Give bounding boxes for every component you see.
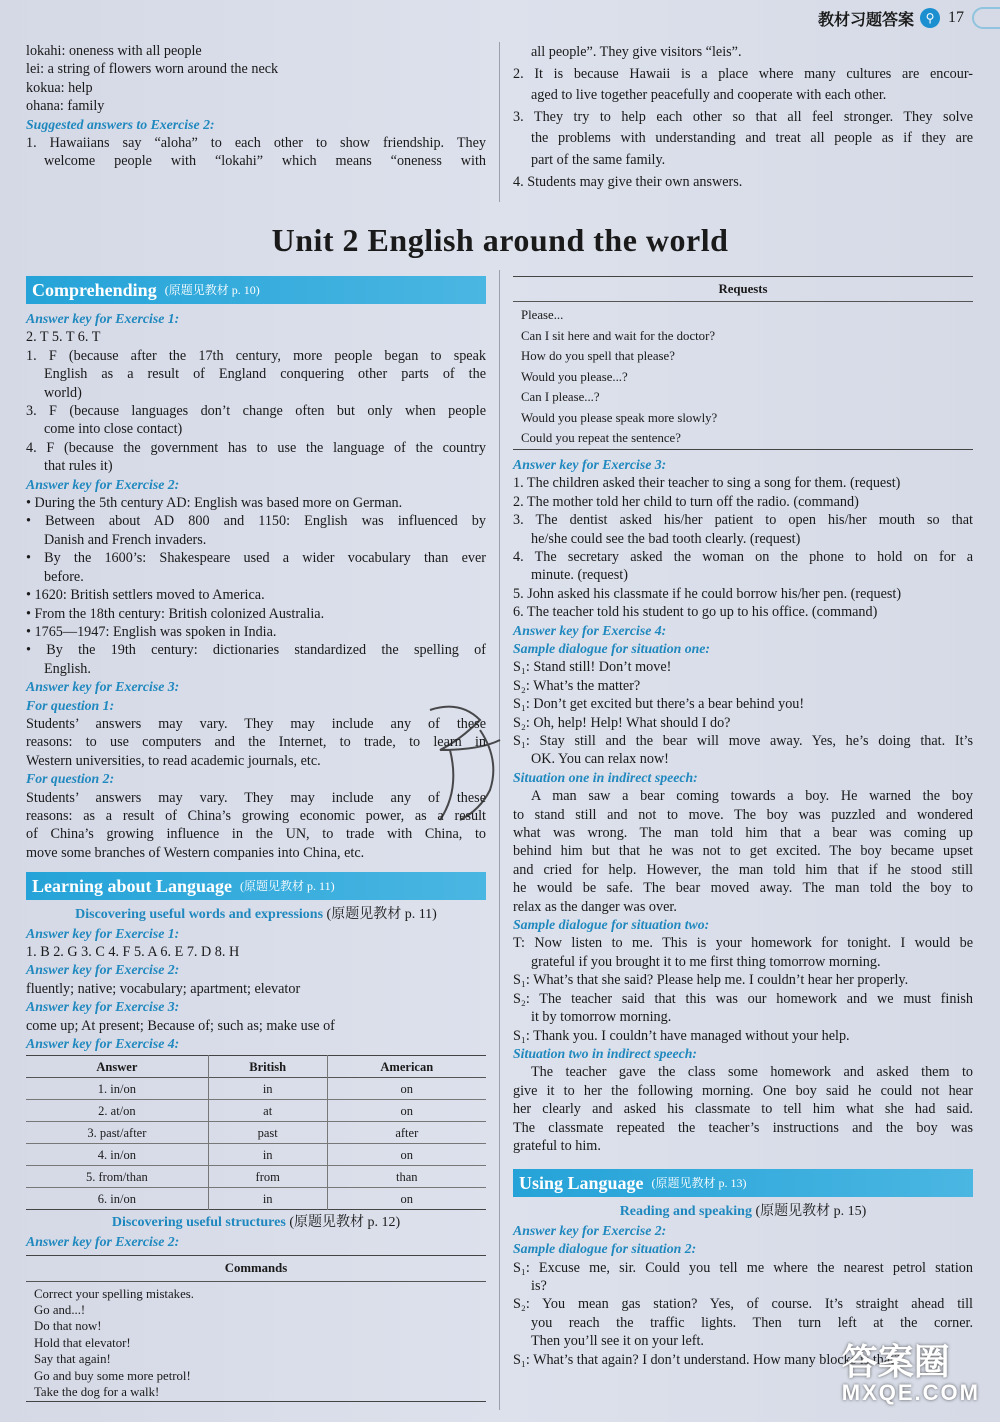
text-line: • 1620: British settlers moved to America.: [26, 587, 265, 604]
text-line: English as a result of England conquering other parts of the: [44, 366, 486, 383]
text-line: S₁: What’s that she said? Please help me. I couldn’t hear her properly.: [513, 972, 909, 989]
decorative-arc-icon: [972, 7, 1000, 29]
question-heading: For question 2:: [26, 771, 115, 787]
answer-heading: Answer key for Exercise 4:: [26, 1036, 180, 1052]
table-row: [26, 1144, 486, 1166]
text-line: grateful to him.: [513, 1137, 601, 1154]
subsection-ref: (原题见教材 p. 12): [289, 1215, 401, 1231]
right-ex3: [513, 474, 973, 621]
watermark-url: MXQE.COM: [841, 1380, 980, 1405]
british-american-table: [26, 1055, 486, 1210]
list-item: Can I sit here and wait for the doctor?: [521, 328, 716, 343]
dialogue-heading: Sample dialogue for situation 2:: [513, 1241, 697, 1257]
text-line: The teacher gave the class some homework and asked them to: [531, 1064, 973, 1081]
list-item: How do you spell that please?: [521, 349, 675, 364]
text-line: move some branches of Western companies into China, etc.: [26, 844, 365, 861]
answer-heading: Answer key for Exercise 2:: [513, 1222, 667, 1238]
list-item: Hold that elevator!: [34, 1335, 131, 1350]
text-line: S₂: What’s the matter?: [513, 677, 641, 694]
subsection-label: Discovering useful words and expressions: [75, 907, 324, 923]
indirect-one: [513, 787, 973, 916]
section-title: Learning about Language: [32, 875, 233, 896]
text-line: relax as the danger was over.: [513, 898, 677, 915]
answer-heading: Answer key for Exercise 1:: [26, 311, 180, 326]
text-line: S₁: What’s that again? I don’t understand. How many blocks is that?: [513, 1351, 901, 1368]
subsection-label: Discovering useful structures: [111, 1215, 286, 1231]
text-line: S₁: Thank you. I couldn’t have managed without your help.: [513, 1027, 850, 1044]
text-line: 2. The mother told her child to turn off the radio. (command): [513, 493, 859, 510]
dialogue-heading: Sample dialogue for situation one:: [513, 640, 711, 656]
table-cell: on: [400, 1103, 414, 1118]
comp-ex2: [26, 494, 486, 678]
text-line: lokahi: oneness with all people: [26, 43, 202, 59]
table-cell: 5. from/than: [26, 1166, 208, 1188]
text-line: and cried for help. However, the man told him that if he stood still: [513, 861, 973, 878]
text-line: lei: a string of flowers worn around the neck: [26, 61, 279, 78]
indirect-two: [513, 1063, 973, 1155]
table-cell: on: [400, 1147, 414, 1162]
section-bar-comprehending: [26, 276, 486, 304]
answer-line: come up; At present; Because of; such as; make use of: [26, 1017, 335, 1034]
answer-heading: Answer key for Exercise 3:: [26, 999, 180, 1015]
subsection-title: [26, 1214, 486, 1232]
answer-heading: Answer key for Exercise 3:: [26, 679, 180, 695]
text-line: 3. The dentist asked his/her patient to open his/her mouth so that: [513, 512, 973, 529]
list-item: Correct your spelling mistakes.: [34, 1286, 194, 1301]
text-line: • 1765—1947: English was spoken in India.: [26, 623, 277, 640]
section-bar-learning-language: [26, 872, 486, 900]
text-line: Western universities, to read academic journals, etc.: [26, 752, 321, 769]
text-line: T: Now listen to me. This is your homework for tonight. I would be: [513, 935, 973, 952]
requests-box: [513, 276, 973, 450]
answer-line: 1. Hawaiians say “aloha” to each other to show friendship. They: [26, 135, 486, 152]
text-line: 6. The teacher told his student to go up to his office. (command): [513, 604, 878, 621]
text-line: Then you’ll see it on your left.: [531, 1333, 704, 1350]
question-heading: For question 1:: [26, 697, 115, 713]
dialogue-one: [513, 658, 973, 768]
text-line: give it to her the following morning. One boy said he could not hear: [513, 1082, 973, 1099]
text-line: the problems with understanding and treat all people as if they are: [531, 130, 973, 147]
text-line: that rules it): [44, 458, 113, 475]
left-column: [26, 272, 486, 1402]
list-item: Would you please speak more slowly?: [521, 410, 718, 425]
commands-box: [26, 1255, 486, 1401]
answer-heading: Answer key for Exercise 2:: [26, 962, 180, 978]
text-line: grateful if you brought it to me first thing tomorrow morning.: [531, 953, 881, 970]
requests-title: Requests: [513, 277, 973, 302]
dialogue-two: [513, 934, 973, 1044]
comp-q2: [26, 789, 486, 863]
text-line: S₁: Stand still! Don’t move!: [513, 659, 672, 676]
text-line: • By the 19th century: dictionaries standardized the spelling of: [26, 642, 486, 659]
table-cell: 2. at/on: [26, 1100, 208, 1122]
table-cell: 1. in/on: [26, 1078, 208, 1100]
table-cell: than: [396, 1169, 418, 1184]
watermark-text: 答案圈: [841, 1341, 950, 1382]
text-line: Students’ answers may vary. They may include any of these: [26, 715, 486, 732]
top-left-block: [26, 42, 486, 171]
text-line: to stand still and not to move. The boy was puzzled and wondered: [513, 806, 973, 823]
text-line: reasons: as a result of China’s growing economic power, as a result: [26, 807, 486, 824]
text-line: S₂: You mean gas station? Yes, of course. It’s straight ahead till: [513, 1296, 973, 1313]
answer-heading: Answer key for Exercise 4:: [513, 622, 667, 638]
list-item: Take the dog for a walk!: [34, 1385, 160, 1400]
table-cell: in: [208, 1078, 327, 1100]
text-line: of China’s growing influence in the UN, to trade with China, to: [26, 826, 486, 843]
text-line: • By the 1600’s: Shakespeare used a wider vocabulary than ever: [26, 550, 486, 567]
text-line: 1. F (because after the 17th century, more people began to speak: [26, 347, 486, 364]
vocab-list: [26, 42, 486, 116]
list-item: Please...: [521, 308, 564, 323]
answer-heading: Answer key for Exercise 3:: [513, 456, 667, 472]
answer-heading: Answer key for Exercise 2:: [26, 476, 180, 492]
table-row: [26, 1078, 486, 1100]
text-line: all people”. They give visitors “leis”.: [531, 44, 742, 60]
list-item: Go and buy some more petrol!: [34, 1368, 191, 1383]
table-cell: in: [208, 1188, 327, 1210]
text-line: A man saw a bear coming towards a boy. He warned the boy: [531, 788, 973, 805]
column-header: Answer: [26, 1056, 208, 1078]
table-row: [26, 1122, 486, 1144]
text-line: 2. T 5. T 6. T: [26, 329, 101, 346]
text-line: 5. John asked his classmate if he could borrow his/her pen. (request): [513, 585, 902, 602]
text-line: her clearly and asked his classmate to tell him what she had said.: [513, 1101, 973, 1118]
text-line: OK. You can relax now!: [531, 751, 669, 768]
text-line: aged to live together peacefully and cooperate with each other.: [531, 87, 887, 104]
text-line: 3. F (because languages don’t change often but only when people: [26, 403, 486, 420]
dialogue-heading: Situation one in indirect speech:: [513, 769, 698, 785]
text-line: part of the same family.: [531, 151, 666, 168]
dialogue-heading: Sample dialogue for situation two:: [513, 917, 710, 933]
page-number: 17: [948, 9, 964, 26]
text-line: what was wrong. The man told him that a bear was coming up: [513, 825, 973, 842]
comp-ex1: [26, 328, 486, 475]
column-header: British: [208, 1056, 327, 1078]
column-divider: [499, 270, 500, 1410]
text-line: is?: [531, 1277, 547, 1294]
table-cell: in: [208, 1144, 327, 1166]
text-line: reasons: to use computers and the Internet, to trade, to learn in: [26, 734, 486, 751]
text-line: • From the 18th century: British colonized Australia.: [26, 605, 325, 622]
list-item: Say that again!: [34, 1352, 111, 1367]
commands-title: Commands: [26, 1256, 486, 1281]
subsection-title: [26, 906, 486, 924]
subsection-title: [513, 1203, 973, 1221]
text-line: S₂: The teacher said that this was our homework and we must finish: [513, 990, 973, 1007]
text-line: kokua: help: [26, 79, 93, 96]
subsection-ref: (原题见教材 p. 15): [755, 1204, 867, 1220]
text-line: 1. The children asked their teacher to sing a song for them. (request): [513, 475, 901, 492]
text-line: Students’ answers may vary. They may include any of these: [26, 789, 486, 806]
answer-line: 1. B 2. G 3. C 4. F 5. A 6. E 7. D 8. H: [26, 944, 240, 960]
table-cell: on: [400, 1081, 414, 1096]
text-line: The classmate repeated the teacher’s instructions and the boy was: [513, 1119, 973, 1136]
text-line: he would be safe. The bear moved away. The man told the boy to: [513, 880, 973, 897]
section-ref: (原题见教材 p. 10): [164, 282, 260, 297]
text-line: • During the 5th century AD: English was based more on German.: [26, 495, 403, 512]
table-row: [26, 1188, 486, 1210]
table-row: [26, 1166, 486, 1188]
table-cell: from: [208, 1166, 327, 1188]
subsection-ref: (原题见教材 p. 11): [326, 907, 437, 923]
text-line: Danish and French invaders.: [44, 531, 207, 548]
text-line: come into close contact): [44, 421, 183, 438]
table-cell: 4. in/on: [26, 1144, 208, 1166]
table-row: [26, 1100, 486, 1122]
text-line: 4. Students may give their own answers.: [513, 173, 743, 190]
top-right-block: [513, 42, 973, 193]
watermark-logo: [841, 1341, 980, 1406]
section-bar-using-language: [513, 1169, 973, 1197]
suggested-answers-heading: Suggested answers to Exercise 2:: [26, 116, 215, 132]
table-cell: past: [208, 1122, 327, 1144]
page-header: [818, 4, 1000, 32]
section-title: Comprehending: [32, 279, 157, 300]
text-line: he/she could see the bad tooth clearly. (request): [531, 530, 801, 547]
top-right-lines: [513, 42, 973, 193]
column-header: American: [380, 1059, 434, 1074]
table-cell: 6. in/on: [26, 1188, 208, 1210]
requests-list: [513, 302, 973, 449]
table-cell: 3. past/after: [26, 1122, 208, 1144]
table-body: [26, 1078, 486, 1210]
list-item: Go and...!: [34, 1303, 86, 1318]
subsection-label: Reading and speaking: [619, 1204, 752, 1220]
text-line: ohana: family: [26, 98, 105, 115]
text-line: English.: [44, 660, 91, 677]
table-cell: after: [395, 1125, 419, 1140]
text-line: 4. The secretary asked the woman on the phone to hold on for a: [513, 548, 973, 565]
text-line: 3. They try to help each other so that all feel stronger. They solve: [513, 108, 973, 125]
text-line: S₁: Don’t get excited but there’s a bear behind you!: [513, 696, 805, 713]
section-ref: (原题见教材 p. 11): [240, 878, 335, 893]
text-line: S₁: Excuse me, sir. Could you tell me where the nearest petrol station: [513, 1259, 973, 1276]
header-title: 教材习题答案: [817, 11, 914, 29]
text-line: you reach the traffic lights. Then turn left at the corner.: [531, 1314, 973, 1331]
answer-heading: Answer key for Exercise 1:: [26, 925, 180, 941]
text-line: before.: [44, 568, 84, 585]
text-line: • Between about AD 800 and 1150: English was influenced by: [26, 513, 486, 530]
table-header-row: [26, 1056, 486, 1078]
top-column-divider: [499, 42, 500, 202]
list-item: Can I please...?: [521, 390, 600, 405]
list-item: Could you repeat the sentence?: [521, 431, 681, 446]
answer-heading: Answer key for Exercise 2:: [26, 1233, 180, 1249]
comp-q1: [26, 715, 486, 770]
text-line: world): [44, 384, 82, 401]
text-line: 4. F (because the government has to use the language of the country: [26, 439, 486, 456]
text-line: it by tomorrow morning.: [531, 1009, 672, 1026]
text-line: S₂: Oh, help! Help! What should I do?: [513, 714, 731, 731]
list-item: Do that now!: [34, 1319, 102, 1334]
list-item: Would you please...?: [521, 369, 628, 384]
table-cell: on: [400, 1191, 414, 1206]
text-line: S₁: Stay still and the bear will move away. Yes, he’s doing that. It’s: [513, 733, 973, 749]
answer-line: welcome people with “lokahi” which means “oneness with: [44, 153, 486, 170]
commands-list: [26, 1282, 486, 1401]
text-line: 2. It is because Hawaii is a place where many cultures are encour-: [513, 65, 973, 82]
text-line: minute. (request): [531, 567, 628, 584]
unit-title: Unit 2 English around the world: [271, 222, 729, 258]
answer-line: fluently; native; vocabulary; apartment; elevator: [26, 980, 301, 997]
right-column: [513, 276, 973, 1369]
dialogue-heading: Situation two in indirect speech:: [513, 1045, 697, 1061]
section-ref: (原题见教材 p. 13): [651, 1176, 747, 1191]
search-icon: ⚲: [920, 8, 940, 28]
table-cell: at: [208, 1100, 327, 1122]
text-line: behind him but that he was not to get excited. The boy became upset: [513, 843, 973, 860]
section-title: Using Language: [519, 1173, 644, 1194]
